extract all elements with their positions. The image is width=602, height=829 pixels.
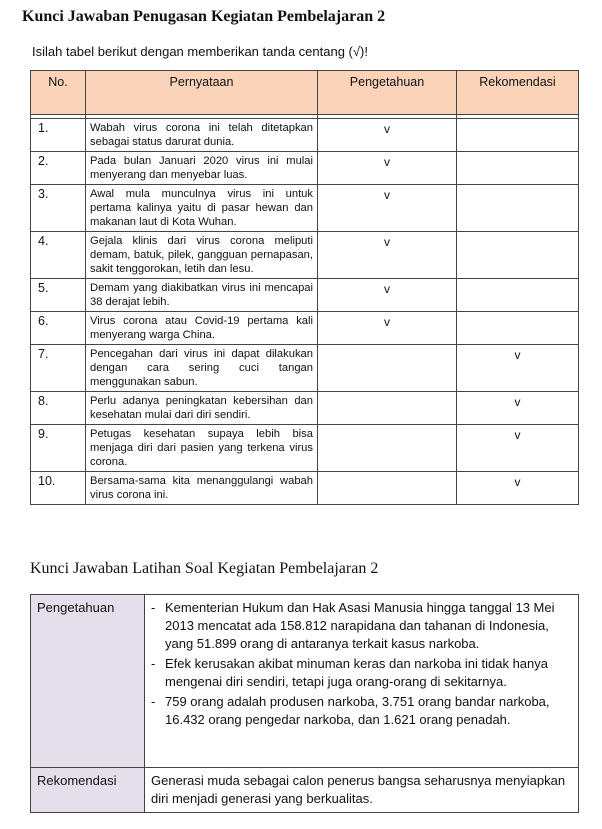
rekomendasi-text: Generasi muda sebagai calon penerus bangsa seharusnya menyiapkan diri menjadi generasi yang berkualitas. [145,768,579,813]
row-number: 3. [31,185,86,232]
rekomendasi-check [457,152,579,185]
row-statement: Wabah virus corona ini telah ditetapkan sebagai status darurat dunia. [86,119,318,152]
pengetahuan-check: v [318,232,457,279]
pengetahuan-check: v [318,119,457,152]
row-number: 1. [31,119,86,152]
bullet-dash: - [151,656,156,671]
rekomendasi-check: v [457,425,579,472]
row-number: 4. [31,232,86,279]
table-row [31,392,579,425]
rekomendasi-check [457,279,579,312]
row-statement: Demam yang diakibatkan virus ini mencapai 38 derajat lebih. [86,279,318,312]
row-number: 5. [31,279,86,312]
rekomendasi-check: v [457,345,579,392]
rekomendasi-check: v [457,472,579,505]
rekomendasi-check [457,232,579,279]
table-row [31,345,579,392]
pengetahuan-check: v [318,279,457,312]
pengetahuan-check: v [318,185,457,232]
row-statement: Bersama-sama kita menanggulangi wabah virus corona ini. [86,472,318,505]
list-item [151,693,572,729]
row-statement: Pencegahan dari virus ini dapat dilakukan dengan cara sering cuci tangan menggunakan sabun. [86,345,318,392]
pengetahuan-check [318,392,457,425]
table-row [31,232,579,279]
table-row [31,312,579,345]
pengetahuan-check [318,345,457,392]
row-number: 10. [31,472,86,505]
table-row [31,152,579,185]
pengetahuan-cell [145,595,579,768]
row-statement: Gejala klinis dari virus corona meliputi demam, batuk, pilek, gangguan pernapasan, sakit tenggorokan, letih dan lesu. [86,232,318,279]
row-statement: Petugas kesehatan supaya lebih bisa menjaga diri dari pasien yang terkena virus corona. [86,425,318,472]
row-number: 6. [31,312,86,345]
table-row [31,185,579,232]
pengetahuan-label: Pengetahuan [31,595,145,768]
row-number: 2. [31,152,86,185]
checklist-table [30,70,579,505]
pengetahuan-list [151,599,572,729]
rekomendasi-check [457,185,579,232]
instruction-text: Isilah tabel berikut dengan memberikan tanda centang (√)! [32,44,368,59]
row-number: 8. [31,392,86,425]
header-pengetahuan: Pengetahuan [318,71,457,115]
section-title: Kunci Jawaban Latihan Soal Kegiatan Pembelajaran 2 [30,560,379,577]
rekomendasi-check [457,312,579,345]
table-row [31,425,579,472]
list-item-text: Kementerian Hukum dan Hak Asasi Manusia hingga tanggal 13 Mei 2013 mencatat ada 158.812 narapidana dan tahanan di Indonesia, yang 51.899 orang di antaranya terkait kasus narkoba. [165,600,555,651]
rekomendasi-check: v [457,392,579,425]
rekomendasi-check [457,119,579,152]
rekomendasi-label: Rekomendasi [31,768,145,813]
pengetahuan-check: v [318,152,457,185]
row-number: 7. [31,345,86,392]
bullet-dash: - [151,694,156,709]
list-item-text: 759 orang adalah produsen narkoba, 3.751 orang bandar narkoba, 16.432 orang pengedar narkoba, dan 1.621 orang penadah. [165,694,550,727]
row-statement: Awal mula munculnya virus ini untuk pertama kalinya yaitu di pasar hewan dan makanan laut di Kota Wuhan. [86,185,318,232]
list-item-text: Efek kerusakan akibat minuman keras dan narkoba ini tidak hanya mengenai diri sendiri, tetapi juga orang-orang di sekitarnya. [165,656,548,689]
table-row [31,472,579,505]
page-title: Kunci Jawaban Penugasan Kegiatan Pembelajaran 2 [22,8,386,25]
list-item [151,599,572,653]
answer-table [30,594,579,813]
row-statement: Perlu adanya peningkatan kebersihan dan kesehatan mulai dari diri sendiri. [86,392,318,425]
header-no: No. [31,71,86,115]
header-pernyataan: Pernyataan [86,71,318,115]
pengetahuan-check: v [318,312,457,345]
row-statement: Pada bulan Januari 2020 virus ini mulai menyerang dan menyebar luas. [86,152,318,185]
table-row [31,119,579,152]
row-statement: Virus corona atau Covid-19 pertama kali menyerang warga China. [86,312,318,345]
list-item [151,655,572,691]
row-number: 9. [31,425,86,472]
pengetahuan-check [318,425,457,472]
pengetahuan-check [318,472,457,505]
header-rekomendasi: Rekomendasi [457,71,579,115]
table-row [31,279,579,312]
bullet-dash: - [151,600,156,615]
